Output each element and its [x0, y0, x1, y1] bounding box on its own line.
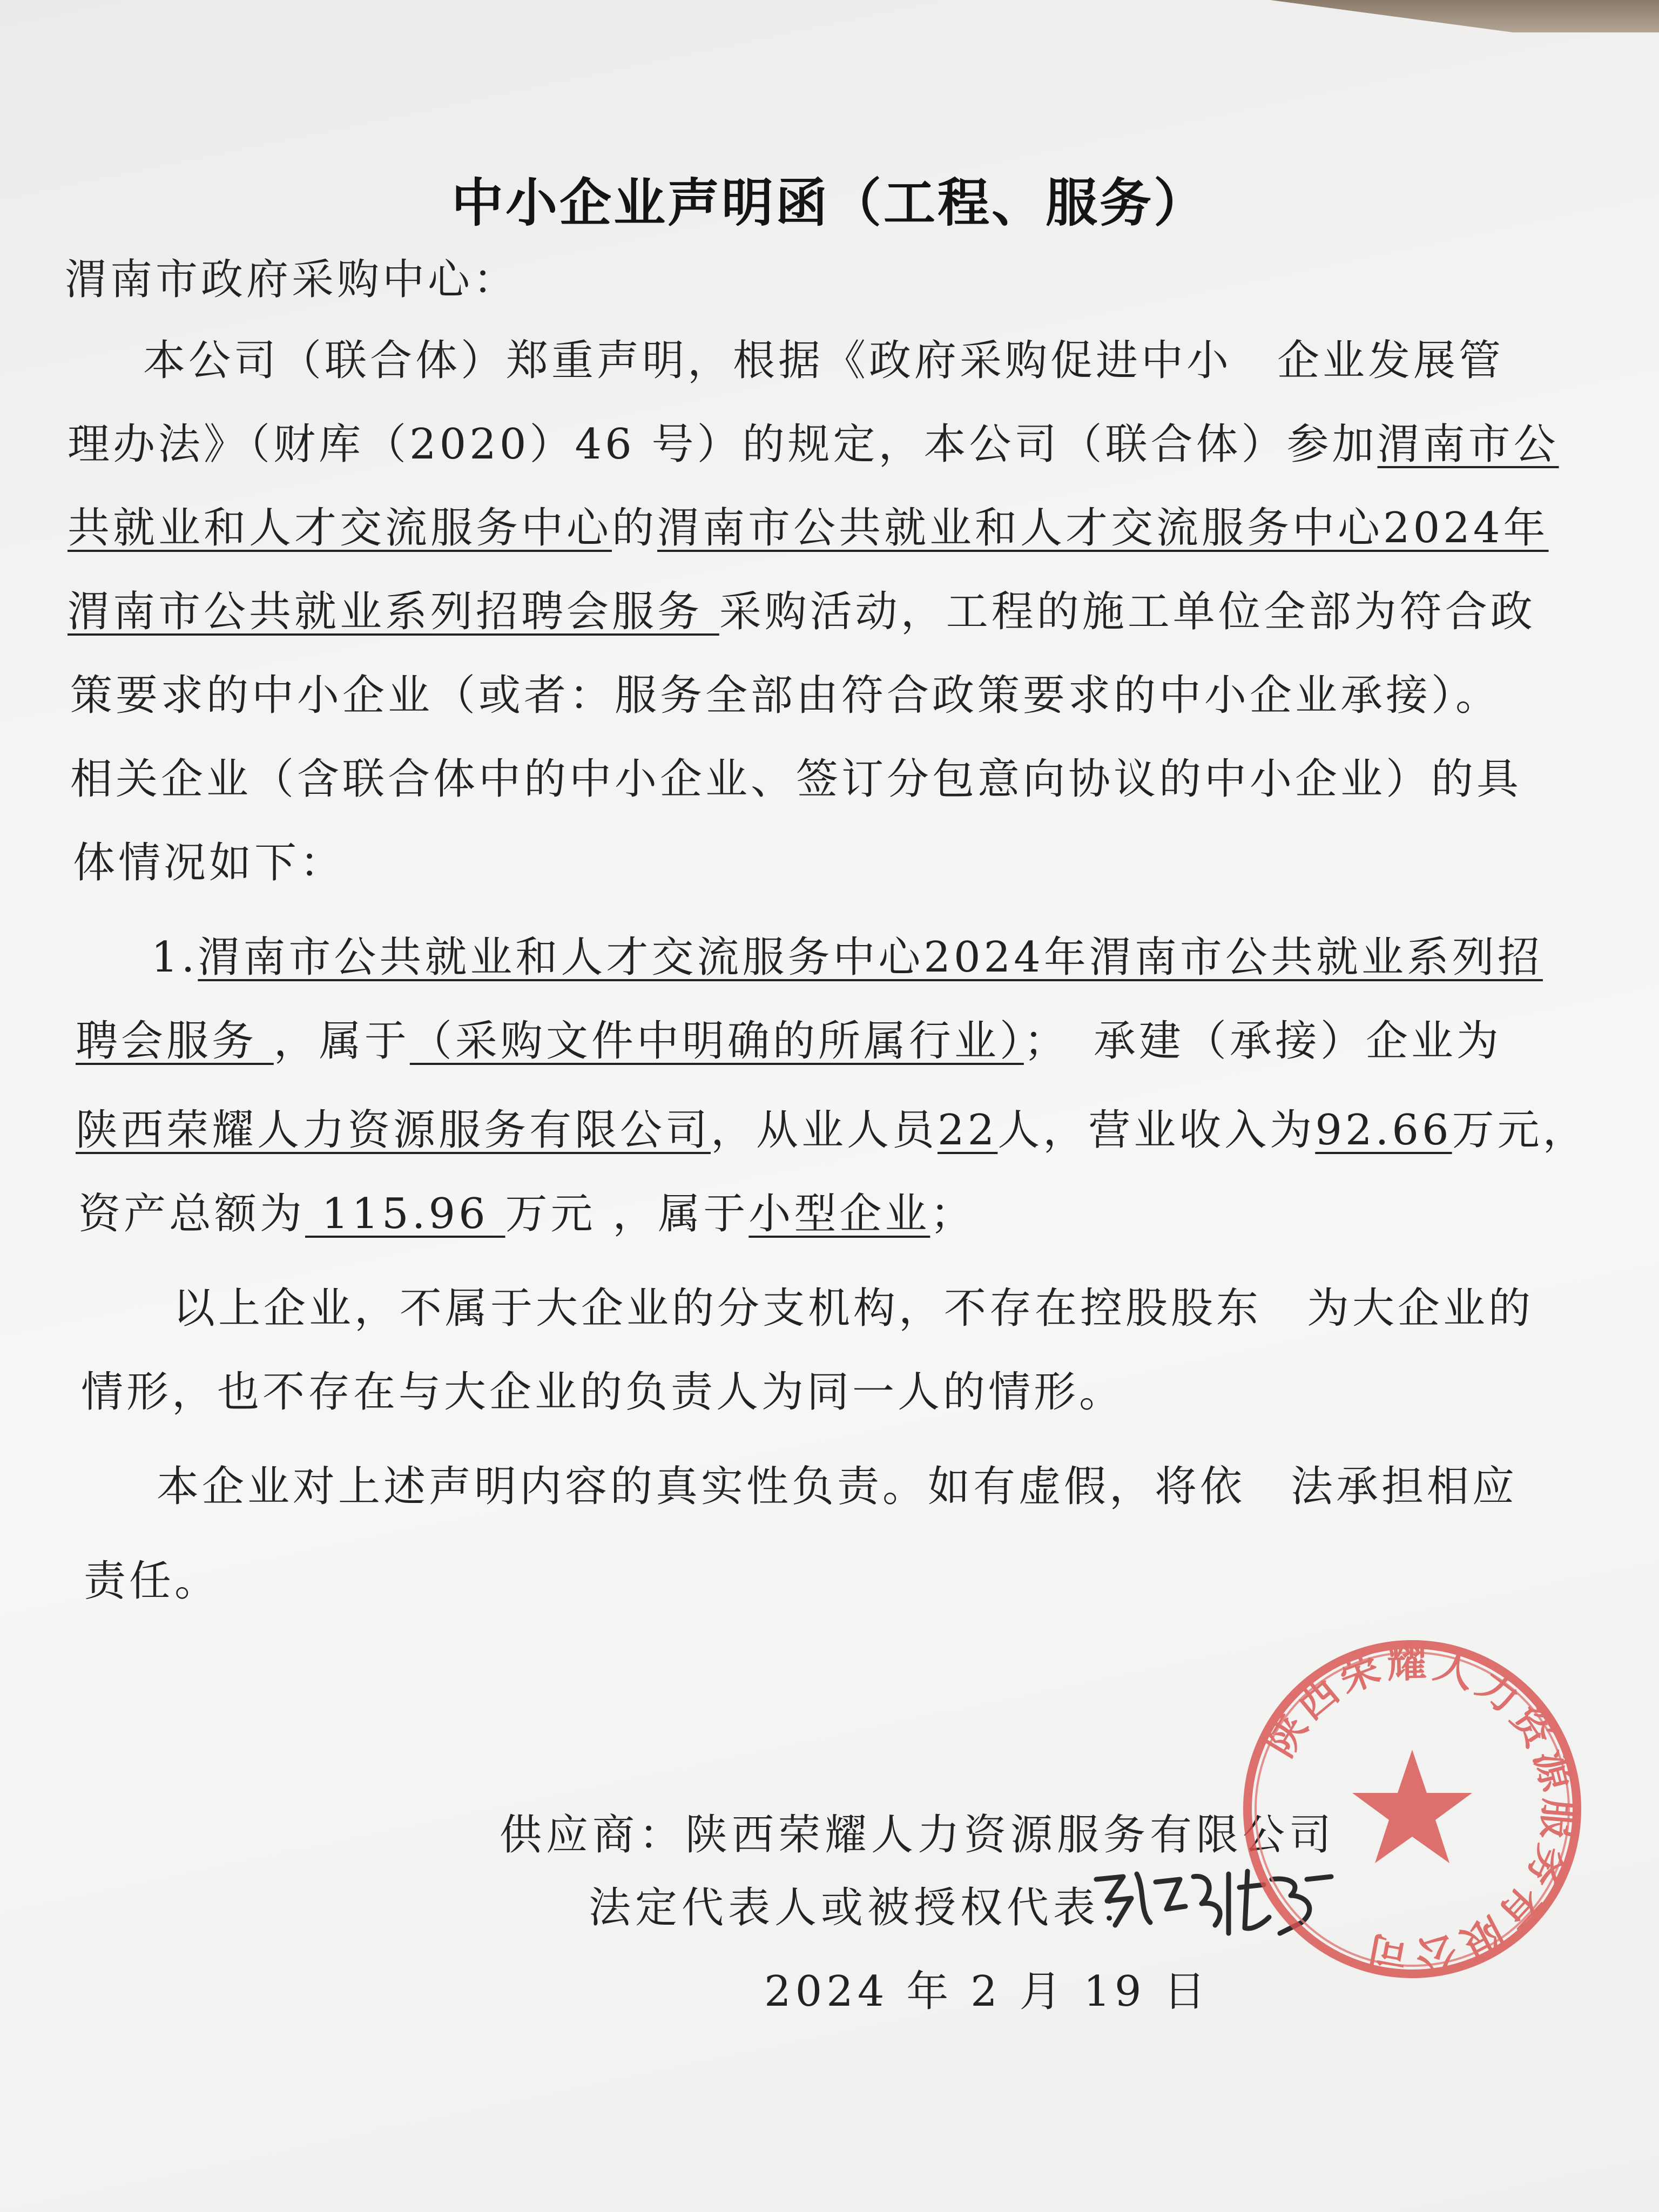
project-name: 渭南市公共就业和人才交流服务中心2024年	[657, 504, 1549, 552]
item-1-line-1: 1.渭南市公共就业和人才交流服务中心2024年渭南市公共就业系列招	[151, 933, 1543, 982]
body-line-3: 共就业和人才交流服务中心的渭南市公共就业和人才交流服务中心2024年	[68, 504, 1549, 552]
body-line-14: 本企业对上述声明内容的真实性负责。如有虚假，将依 法承担相应	[157, 1462, 1518, 1511]
industry-field: （采购文件中明确的所属行业）	[409, 1017, 1024, 1065]
supplier-line: 供应商：陕西荣耀人力资源服务有限公司	[500, 1811, 1336, 1859]
representative-line: 法定代表人或被授权代表：	[589, 1884, 1147, 1932]
body-line-13: 情形，也不存在与大企业的负责人为同一人的情形。	[81, 1368, 1125, 1417]
purchaser-name-cont: 共就业和人才交流服务中心	[68, 504, 612, 552]
seal-text: 陕西荣耀人力资源服务有限公司	[1256, 1640, 1583, 1980]
enterprise-type: 小型企业	[748, 1190, 930, 1238]
project-name-cont: 渭南市公共就业系列招聘会服务	[68, 588, 719, 636]
item-1-line-3: 陕西荣耀人力资源服务有限公司，从业人员22人，营业收入为92.66万元，	[76, 1106, 1588, 1155]
background-edge	[1173, 0, 1659, 32]
total-assets-value: 115.96	[305, 1190, 505, 1238]
body-line-4: 渭南市公共就业系列招聘会服务 采购活动，工程的施工单位全部为符合政	[68, 588, 1536, 636]
company-seal	[1237, 1634, 1588, 1985]
body-line-1: 本公司（联合体）郑重声明，根据《政府采购促进中小 企业发展管	[143, 336, 1505, 385]
body-line-7: 体情况如下：	[73, 839, 346, 887]
item-project-name-cont: 聘会服务	[76, 1017, 274, 1065]
body-line-5: 策要求的中小企业（或者：服务全部由符合政策要求的中小企业承接）。	[70, 671, 1501, 720]
purchaser-name: 渭南市公	[1377, 420, 1559, 469]
star-icon	[1352, 1750, 1472, 1863]
body-line-15: 责任。	[84, 1557, 220, 1606]
body-line-6: 相关企业（含联合体中的中小企业、签订分包意向协议的中小企业）的具	[70, 755, 1522, 804]
item-1-line-2: 聘会服务 ，属于（采购文件中明确的所属行业）； 承建（承接）企业为	[76, 1017, 1502, 1065]
document-title: 中小企业声明函（工程、服务）	[451, 173, 1208, 233]
date-line: 2024 年 2 月 19 日	[764, 1967, 1210, 2016]
addressee: 渭南市政府采购中心：	[65, 255, 519, 304]
employee-count: 22	[938, 1106, 998, 1155]
item-1-line-4: 资产总额为 115.96 万元 ，属于小型企业；	[78, 1190, 976, 1238]
body-line-2: 理办法》（财库（2020）46 号）的规定，本公司（联合体）参加渭南市公	[68, 420, 1559, 469]
item-project-name: 渭南市公共就业和人才交流服务中心2024年渭南市公共就业系列招	[198, 933, 1543, 982]
company-name: 陕西荣耀人力资源服务有限公司	[76, 1106, 711, 1155]
body-line-12: 以上企业，不属于大企业的分支机构，不存在控股股东 为大企业的	[173, 1284, 1534, 1333]
revenue-value: 92.66	[1315, 1106, 1452, 1155]
